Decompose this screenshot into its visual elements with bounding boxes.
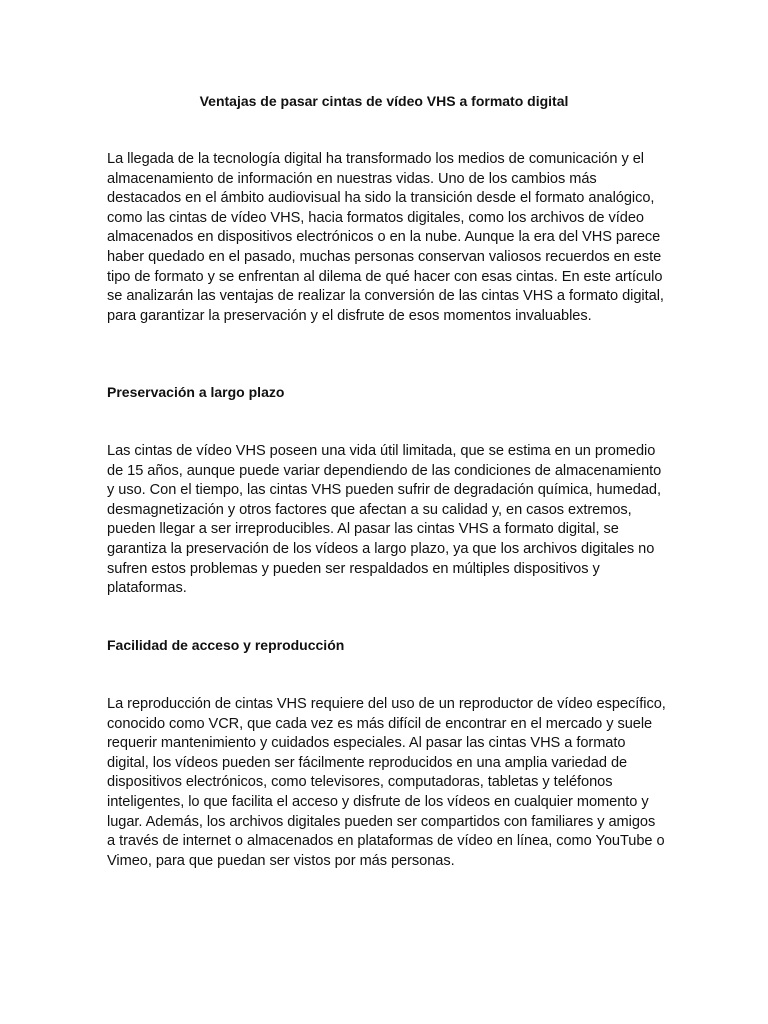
section-body-preservation: Las cintas de vídeo VHS poseen una vida útil limitada, que se estima en un promedio de 15 años, aunque puede variar dependiendo de las condiciones de almacenamiento y uso. Con el tiempo, las cintas VHS pueden sufrir de degradación química, humedad, desmagnetización y otros factores que afectan a su calidad y, en casos extremos, pueden llegar a ser irreproducibles. Al pasar las cintas VHS a formato digital, se garantiza la preservación de los vídeos a largo plazo, ya que los archivos digitales no sufren estos problemas y pueden ser respaldados en múltiples dispositivos y plataformas. <box>107 443 662 597</box>
section-body-access: La reproducción de cintas VHS requiere del uso de un reproductor de vídeo específico, conocido como VCR, que cada vez es más difícil de encontrar en el mercado y suele requerir mantenimiento y cuidados especiales. Al pasar las cintas VHS a formato digital, los vídeos pueden ser fácilmente reproducidos en una amplia variedad de dispositivos electrónicos, como televisores, computadoras, tabletas y teléfonos inteligentes, lo que facilita el acceso y disfrute de los vídeos en cualquier momento y lugar. Además, los archivos digitales pueden ser compartidos con familiares y amigos a través de internet o almacenados en plataformas de vídeo en línea, como YouTube o Vimeo, para que puedan ser vistos por más personas. <box>107 696 666 869</box>
section-heading-preservation: Preservación a largo plazo <box>107 384 285 400</box>
intro-paragraph: La llegada de la tecnología digital ha transformado los medios de comunicación y el almacenamiento de información en nuestras vidas. Uno de los cambios más destacados en el ámbito audiovisual ha sido la transición desde el formato analógico, como las cintas de vídeo VHS, hacia formatos digitales, como los archivos de vídeo almacenados en dispositivos electrónicos o en la nube. Aunque la era del VHS parece haber quedado en el pasado, muchas personas conservan valiosos recuerdos en este tipo de formato y se enfrentan al dilema de qué hacer con esas cintas. En este artículo se analizarán las ventajas de realizar la conversión de las cintas VHS a formato digital, para garantizar la preservación y el disfrute de esos momentos invaluables. <box>107 151 664 324</box>
section-heading-access: Facilidad de acceso y reproducción <box>107 637 345 653</box>
document-title: Ventajas de pasar cintas de vídeo VHS a formato digital <box>199 93 569 109</box>
